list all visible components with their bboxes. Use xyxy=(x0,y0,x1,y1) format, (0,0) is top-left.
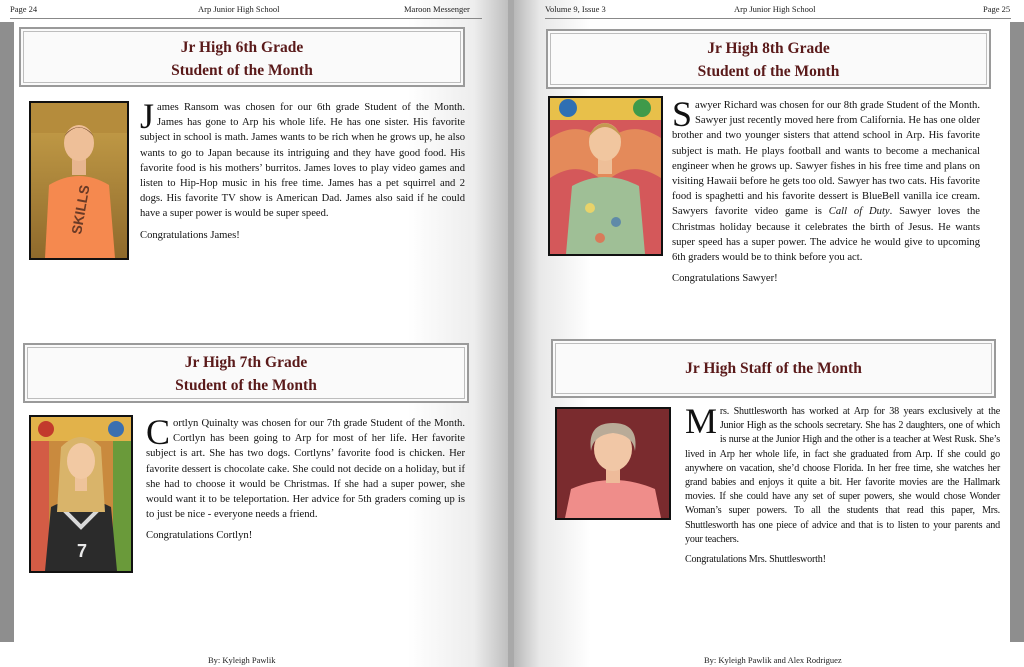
eighth-grade-body-end: . Sawyer loves the Christmas holiday because it celebrates the birth of Jesus. He wants super speed has a super power. The advice he would give to upcoming 6th graders would be to think before you act. xyxy=(672,206,980,264)
eighth-grade-title-line2: Student of the Month xyxy=(697,63,840,80)
seventh-grade-jersey-number: 7 xyxy=(77,541,88,561)
eighth-grade-student-photo xyxy=(548,96,663,256)
staff-member-photo xyxy=(555,407,671,520)
seventh-grade-body: ortlyn Quinalty was chosen for our 7th grade Student of the Month. Cortlyn has been going to Arp for most of her life. Her favorite subject is art. She has two dogs. Cortlyns’ favorite food is chicken. Her favorite dessert is chocolate cake. She could not decide on a holiday, but if she had to choose it would be Christmas. If she had a super power, she would want it to be teleportation. Her advice for 5th graders coming up is to just be nice - everyone needs a friend. xyxy=(146,418,465,521)
sixth-grade-title-line1: Jr High 6th Grade xyxy=(180,39,304,56)
sixth-grade-body: ames Ransom was chosen for our 6th grade Student of the Month. James has gone to Arp his whole life. He has one sister. His favorite subject in school is math. James wants to be rich when he grows up, he also wants to go to Japan because its intriguing and they have good food. His favorite food is his mothers’ burritos. James loves to play video games and listen to Hip-Hop music in his free time. James has a pet squirrel and 2 dogs. His favorite TV show is American Dad. James also said if he could have a super power is would be super speed. xyxy=(140,102,465,220)
eighth-grade-article xyxy=(672,94,980,292)
eighth-grade-congrats: Congratulations Sawyer! xyxy=(672,273,778,285)
eighth-grade-title-line1: Jr High 8th Grade xyxy=(707,40,830,57)
staff-title: Jr High Staff of the Month xyxy=(685,360,862,377)
sixth-grade-dropcap: J xyxy=(140,96,155,136)
left-sidebar-bar xyxy=(0,22,14,642)
seventh-grade-congrats: Congratulations Cortlyn! xyxy=(146,530,253,542)
eighth-grade-title-box xyxy=(546,29,991,89)
right-footer-byline: By: Kyleigh Pawlik and Alex Rodriguez xyxy=(704,655,842,665)
right-sidebar-bar xyxy=(1010,22,1024,642)
left-page xyxy=(0,0,510,667)
left-header-school: Arp Junior High School xyxy=(198,4,280,14)
left-header-publication: Maroon Messenger xyxy=(404,4,470,14)
seventh-grade-title-box xyxy=(23,343,469,403)
left-header-rule xyxy=(10,18,482,19)
sixth-grade-shirt-text: SKILLS xyxy=(68,183,93,236)
seventh-grade-title-line2: Student of the Month xyxy=(175,377,317,394)
right-header-issue: Volume 9, Issue 3 xyxy=(545,4,606,14)
right-header-school: Arp Junior High School xyxy=(734,4,816,14)
sixth-grade-title-box xyxy=(19,27,465,87)
seventh-grade-student-photo xyxy=(29,415,133,573)
right-page xyxy=(514,0,1024,667)
staff-article xyxy=(685,401,1000,573)
sixth-grade-congrats: Congratulations James! xyxy=(140,229,240,241)
seventh-grade-article xyxy=(146,412,465,550)
staff-title-box xyxy=(551,339,996,398)
sixth-grade-title-line2: Student of the Month xyxy=(171,62,313,79)
right-page-number: Page 25 xyxy=(983,4,1011,14)
sixth-grade-student-photo xyxy=(29,101,129,260)
staff-congrats: Congratulations Mrs. Shuttlesworth! xyxy=(685,554,826,566)
staff-body: rs. Shuttlesworth has worked at Arp for 38 years exclusively at the Junior High as the schools secretary. She has 2 daughters, one of which is nurse at the Junior High and the other is a teacher at West Rusk. She’s lived in Arp her whole life, in fact she graduated from Arp. If she could go anywhere on vacation, she’d choose Florida. In her free time, she watches her grand babies and enjoys it quite a bit. Her favorite movies are the Hallmark movies. If she could have any set of super powers, she would chose Wonder Woman’s super powers. To all the students that read this paper, Mrs. Shuttlesworth has one piece of advice and that is to listen to your parents and your teachers. xyxy=(685,406,1000,545)
sixth-grade-article xyxy=(140,96,465,249)
staff-dropcap: M xyxy=(685,401,717,441)
left-page-number: Page 24 xyxy=(10,4,38,14)
seventh-grade-dropcap: C xyxy=(146,412,171,452)
right-header-rule xyxy=(545,18,1011,19)
eighth-grade-body-game-title: Call of Duty xyxy=(828,206,890,218)
eighth-grade-body-start: awyer Richard was chosen for our 8th grade Student of the Month. Sawyer just recently moved here from California. He has one older brother and two younger sisters that attend school in Arp. His favorite subject is math. He plays football and wants to become a mechanical engineer when he grows up. Sawyer fishes in his free time and plans on visiting Hawaii before he gets too old. Sawyer has two cats. His favorite food is spaghetti and his favorite dessert is BlueBell vanilla ice cream. Sawyers favorite video game is xyxy=(672,100,980,218)
eighth-grade-dropcap: S xyxy=(672,94,693,134)
seventh-grade-title-line1: Jr High 7th Grade xyxy=(184,354,308,371)
left-footer-byline: By: Kyleigh Pawlik xyxy=(208,655,276,665)
